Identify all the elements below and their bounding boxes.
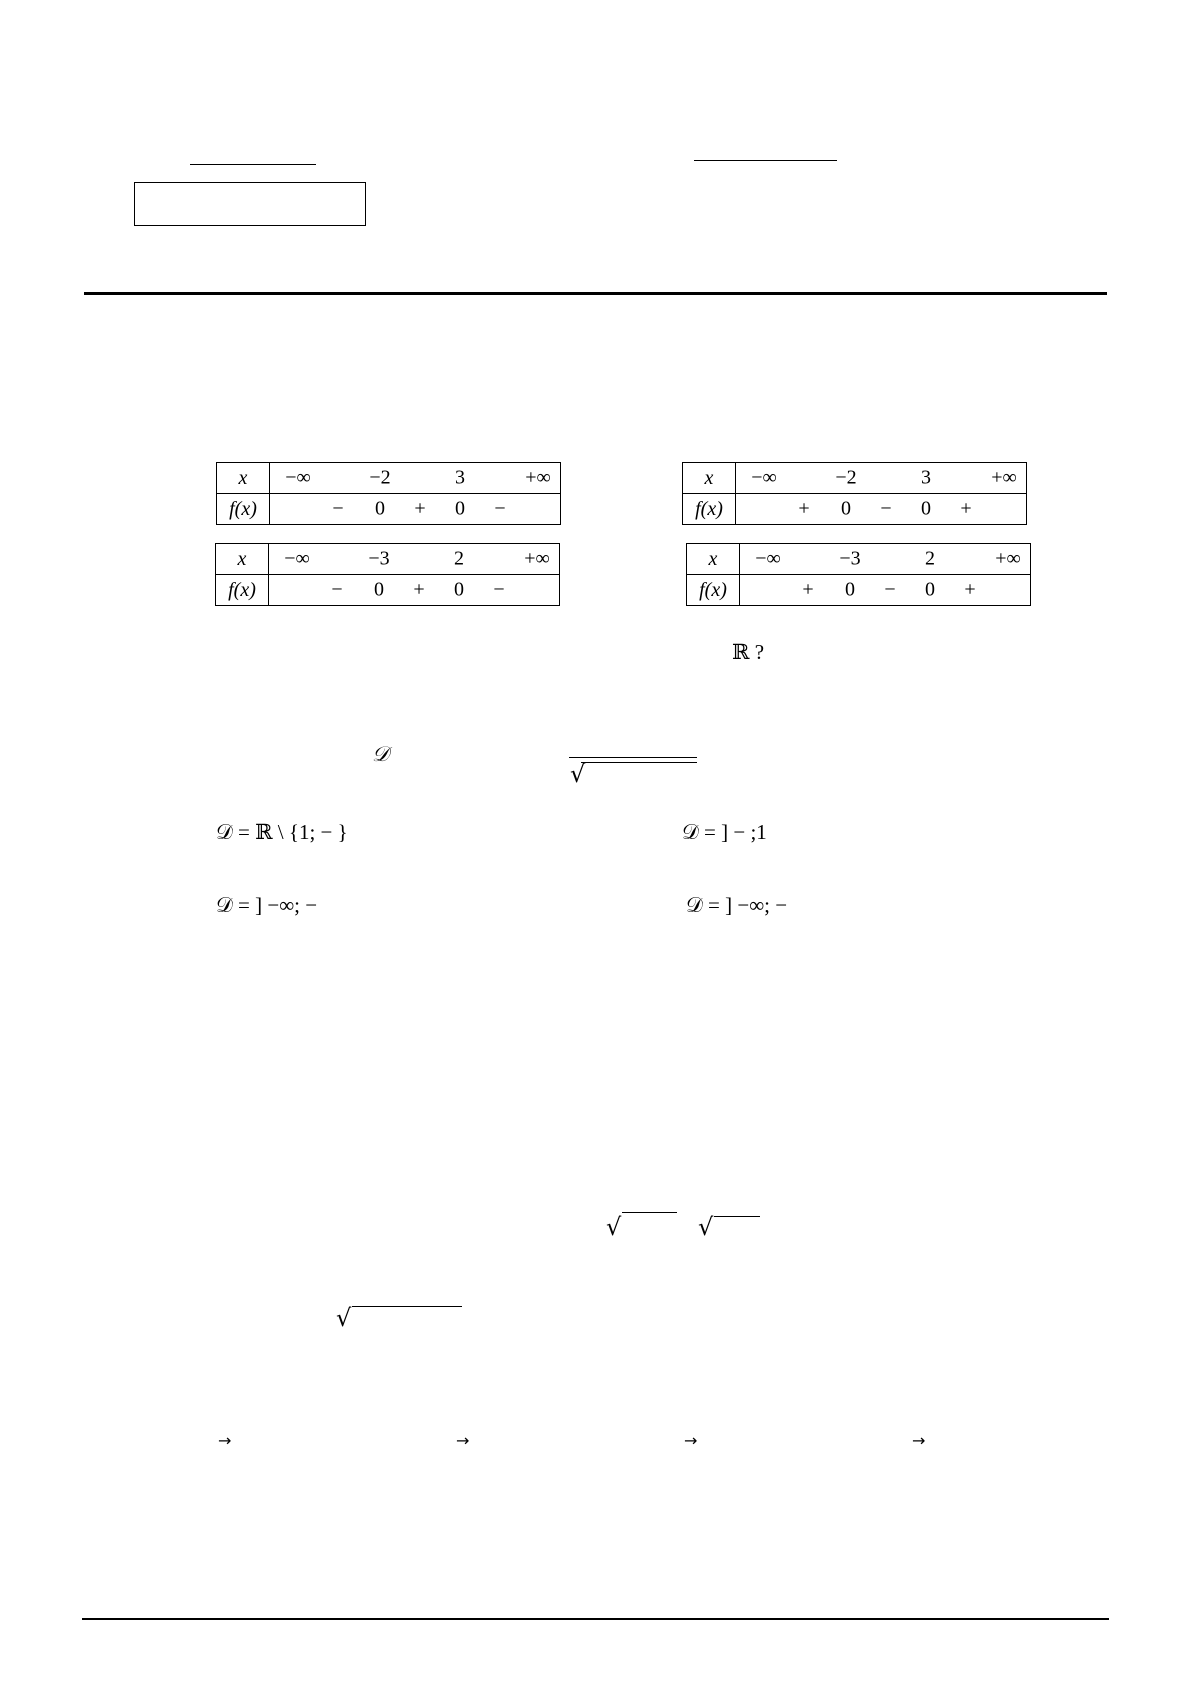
sign-value: + xyxy=(798,497,810,520)
domain-option-a: 𝒟 = ℝ \ {1; − } xyxy=(216,820,348,844)
x-value: +∞ xyxy=(525,466,551,489)
domain-symbol: 𝒟 xyxy=(372,742,389,766)
header-underline-right xyxy=(694,160,837,161)
sign-value: 0 xyxy=(454,578,464,601)
x-value: −3 xyxy=(839,547,861,570)
sign-value: + xyxy=(802,578,814,601)
f-label: f(x) xyxy=(217,494,270,525)
sign-value: − xyxy=(880,497,892,520)
x-value: −∞ xyxy=(751,466,777,489)
sign-value: − xyxy=(332,497,344,520)
x-value: 2 xyxy=(925,547,935,570)
sqrt-overbar xyxy=(714,1216,760,1217)
sign-value: − xyxy=(493,578,505,601)
sqrt-overbar xyxy=(352,1306,462,1307)
sign-value: 0 xyxy=(455,497,465,520)
vector-arrow-icon: → xyxy=(456,1431,470,1450)
name-box xyxy=(134,182,366,226)
sign-value: 0 xyxy=(374,578,384,601)
sign-value: 0 xyxy=(375,497,385,520)
sign-value: 0 xyxy=(845,578,855,601)
x-value: +∞ xyxy=(991,466,1017,489)
sign-value: − xyxy=(494,497,506,520)
sign-value: + xyxy=(964,578,976,601)
x-value: 2 xyxy=(454,547,464,570)
domain-option-c: 𝒟 = ] −∞; − xyxy=(216,893,318,917)
sign-value: + xyxy=(960,497,972,520)
x-label: x xyxy=(683,463,736,494)
sqrt-icon: √ xyxy=(606,1213,622,1241)
x-value: 3 xyxy=(921,466,931,489)
f-label: f(x) xyxy=(687,575,740,606)
sqrt-overbar xyxy=(622,1212,677,1213)
footer-rule xyxy=(82,1618,1109,1620)
sign-value: − xyxy=(331,578,343,601)
x-value: +∞ xyxy=(995,547,1021,570)
question-fragment: ℝ ? xyxy=(732,640,765,664)
sign-table-b xyxy=(682,462,1027,525)
sqrt-overbar-outer xyxy=(569,757,697,758)
sign-value: + xyxy=(414,497,426,520)
f-label: f(x) xyxy=(683,494,736,525)
header-rule xyxy=(84,292,1107,295)
sqrt-icon: √ xyxy=(336,1304,352,1332)
x-value: −∞ xyxy=(285,466,311,489)
sign-value: 0 xyxy=(925,578,935,601)
vector-arrow-icon: → xyxy=(684,1431,698,1450)
x-label: x xyxy=(687,544,740,575)
x-label: x xyxy=(217,463,270,494)
domain-option-b: 𝒟 = ] − ;1 xyxy=(682,820,767,844)
x-label: x xyxy=(216,544,269,575)
header-underline-left xyxy=(190,164,316,165)
x-value: −∞ xyxy=(284,547,310,570)
sign-value: + xyxy=(413,578,425,601)
x-value: −∞ xyxy=(755,547,781,570)
x-value: 3 xyxy=(455,466,465,489)
domain-option-d: 𝒟 = ] −∞; − xyxy=(686,893,788,917)
sqrt-icon: √ xyxy=(698,1213,714,1241)
sign-value: − xyxy=(884,578,896,601)
vector-arrow-icon: → xyxy=(218,1431,232,1450)
x-value: −3 xyxy=(368,547,390,570)
vector-arrow-icon: → xyxy=(912,1431,926,1450)
x-value: −2 xyxy=(369,466,391,489)
sign-value: 0 xyxy=(841,497,851,520)
sign-table-d xyxy=(686,543,1031,606)
sqrt-overbar-inner xyxy=(581,762,697,763)
sign-table-a xyxy=(216,462,561,525)
sqrt-icon: √ xyxy=(570,760,586,788)
x-value: +∞ xyxy=(524,547,550,570)
x-value: −2 xyxy=(835,466,857,489)
f-label: f(x) xyxy=(216,575,269,606)
sign-table-c xyxy=(215,543,560,606)
sign-value: 0 xyxy=(921,497,931,520)
